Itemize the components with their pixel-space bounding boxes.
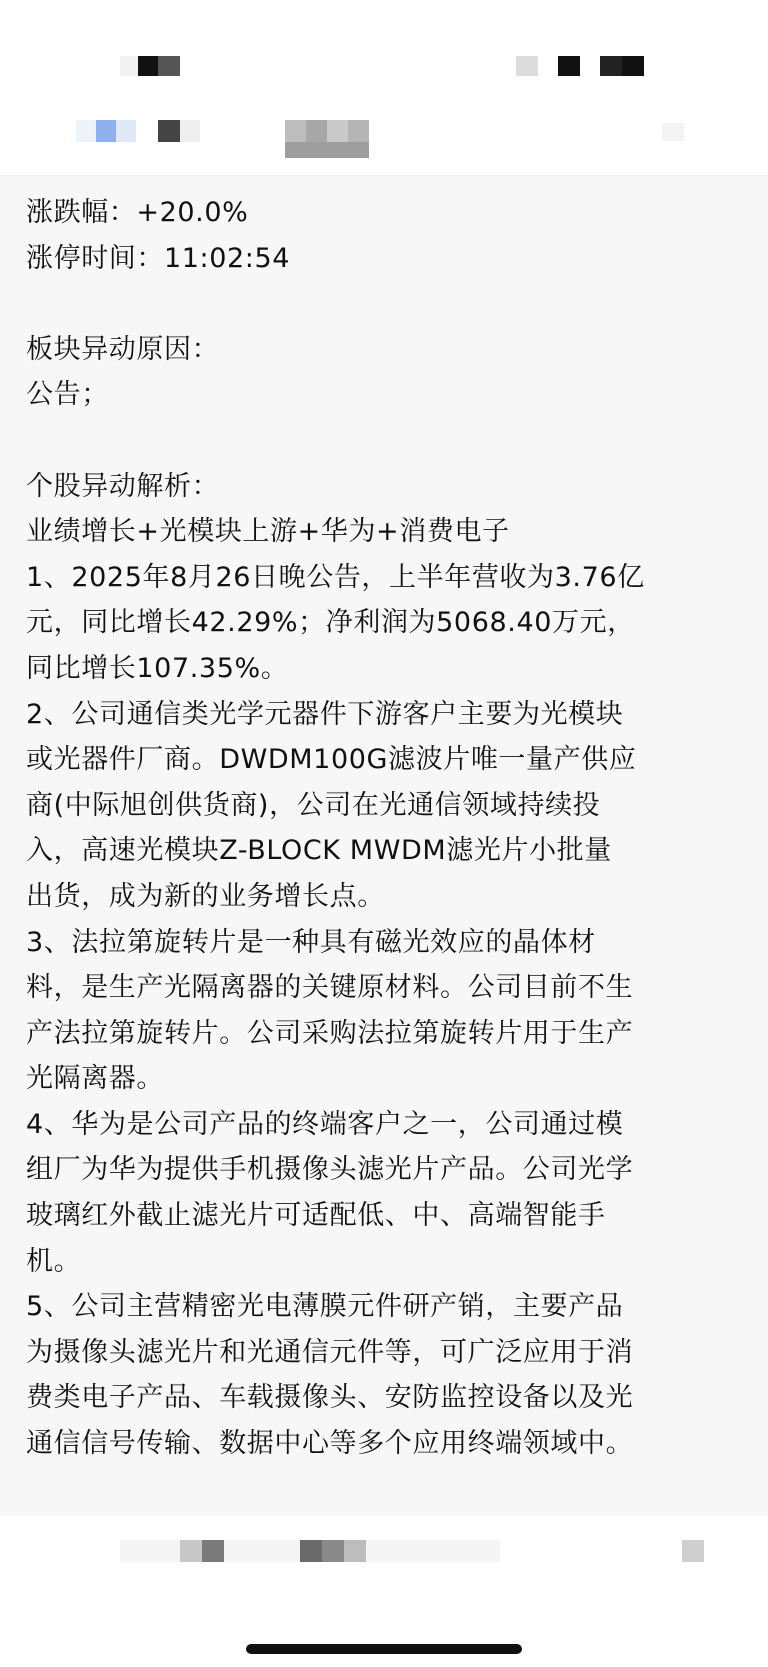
bottom-toolbar <box>0 1516 768 1667</box>
article-text <box>26 190 746 1467</box>
point-2-line: 2、公司通信类光学元器件下游客户主要为光模块 <box>26 698 624 730</box>
status-time-pixelated <box>120 56 138 76</box>
nav-button-pixelated[interactable] <box>158 120 180 142</box>
point-5-line: 为摄像头滤光片和光通信元件等，可广泛应用于消 <box>26 1336 634 1368</box>
nav-button-pixelated[interactable] <box>180 120 200 142</box>
blank-line <box>26 418 746 464</box>
status-time-pixelated <box>158 56 180 76</box>
themes: 业绩增长+光模块上游+华为+消费电子 <box>26 516 510 548</box>
toolbar-icon-pixelated[interactable] <box>682 1540 704 1562</box>
toolbar-button-pixelated[interactable] <box>202 1540 224 1562</box>
point-1-line: 1、2025年8月26日晚公告，上半年营收为3.76亿 <box>26 561 645 593</box>
stock-analysis-heading: 个股异动解析： <box>26 470 220 502</box>
point-5-line: 费类电子产品、车载摄像头、安防监控设备以及光 <box>26 1382 634 1414</box>
point-1-line: 元，同比增长42.29%；净利润为5068.40万元， <box>26 607 635 639</box>
limit-up-time: 涨停时间：11:02:54 <box>26 242 291 274</box>
point-2-line: 出货，成为新的业务增长点。 <box>26 880 385 912</box>
toolbar-button-pixelated[interactable] <box>322 1540 344 1562</box>
more-icon-pixelated[interactable] <box>662 123 684 141</box>
page-title-pixelated <box>327 120 348 142</box>
home-indicator[interactable] <box>246 1644 522 1654</box>
page-title-pixelated <box>348 120 369 142</box>
signal-icon-pixelated <box>516 56 538 76</box>
wifi-icon-pixelated <box>558 56 580 76</box>
nav-bar <box>0 115 768 176</box>
back-icon-pixelated[interactable] <box>96 120 116 142</box>
status-time-pixelated <box>138 56 158 76</box>
change-percent: 涨跌幅：+20.0% <box>26 197 249 228</box>
point-4-line: 玻璃红外截止滤光片可适配低、中、高端智能手 <box>26 1200 606 1232</box>
point-5-line: 通信信号传输、数据中心等多个应用终端领域中。 <box>26 1428 634 1460</box>
point-2-line: 或光器件厂商。DWDM100G滤波片唯一量产供应 <box>26 744 637 776</box>
blank-line <box>26 281 746 327</box>
battery-icon-pixelated <box>600 56 622 76</box>
point-1-line: 同比增长107.35%。 <box>26 652 289 684</box>
toolbar-button-pixelated[interactable] <box>180 1540 202 1562</box>
point-3-line: 产法拉第旋转片。公司采购法拉第旋转片用于生产 <box>26 1017 634 1049</box>
back-icon-pixelated[interactable] <box>76 120 96 142</box>
point-5-line: 5、公司主营精密光电薄膜元件研产销，主要产品 <box>26 1291 624 1323</box>
point-4-line: 4、华为是公司产品的终端客户之一，公司通过模 <box>26 1108 624 1140</box>
page-title-pixelated <box>306 120 327 142</box>
toolbar-button-pixelated[interactable] <box>300 1540 322 1562</box>
status-bar <box>0 0 768 115</box>
page-title-pixelated <box>285 120 306 142</box>
toolbar-button-pixelated[interactable] <box>344 1540 366 1562</box>
point-3-line: 料，是生产光隔离器的关键原材料。公司目前不生 <box>26 972 634 1004</box>
page-title-pixelated <box>285 142 369 158</box>
back-icon-pixelated[interactable] <box>116 120 136 142</box>
article-content <box>0 176 768 1516</box>
point-4-line: 机。 <box>26 1245 82 1277</box>
point-3-line: 光隔离器。 <box>26 1063 164 1095</box>
sector-reason: 公告； <box>26 379 109 411</box>
battery-icon-pixelated <box>622 56 644 76</box>
point-2-line: 入，高速光模块Z-BLOCK MWDM滤光片小批量 <box>26 835 612 867</box>
point-4-line: 组厂为华为提供手机摄像头滤光片产品。公司光学 <box>26 1154 634 1186</box>
sector-reason-heading: 板块异动原因： <box>26 333 220 365</box>
point-3-line: 3、法拉第旋转片是一种具有磁光效应的晶体材 <box>26 926 596 958</box>
point-2-line: 商(中际旭创供货商)，公司在光通信领域持续投 <box>26 789 601 821</box>
